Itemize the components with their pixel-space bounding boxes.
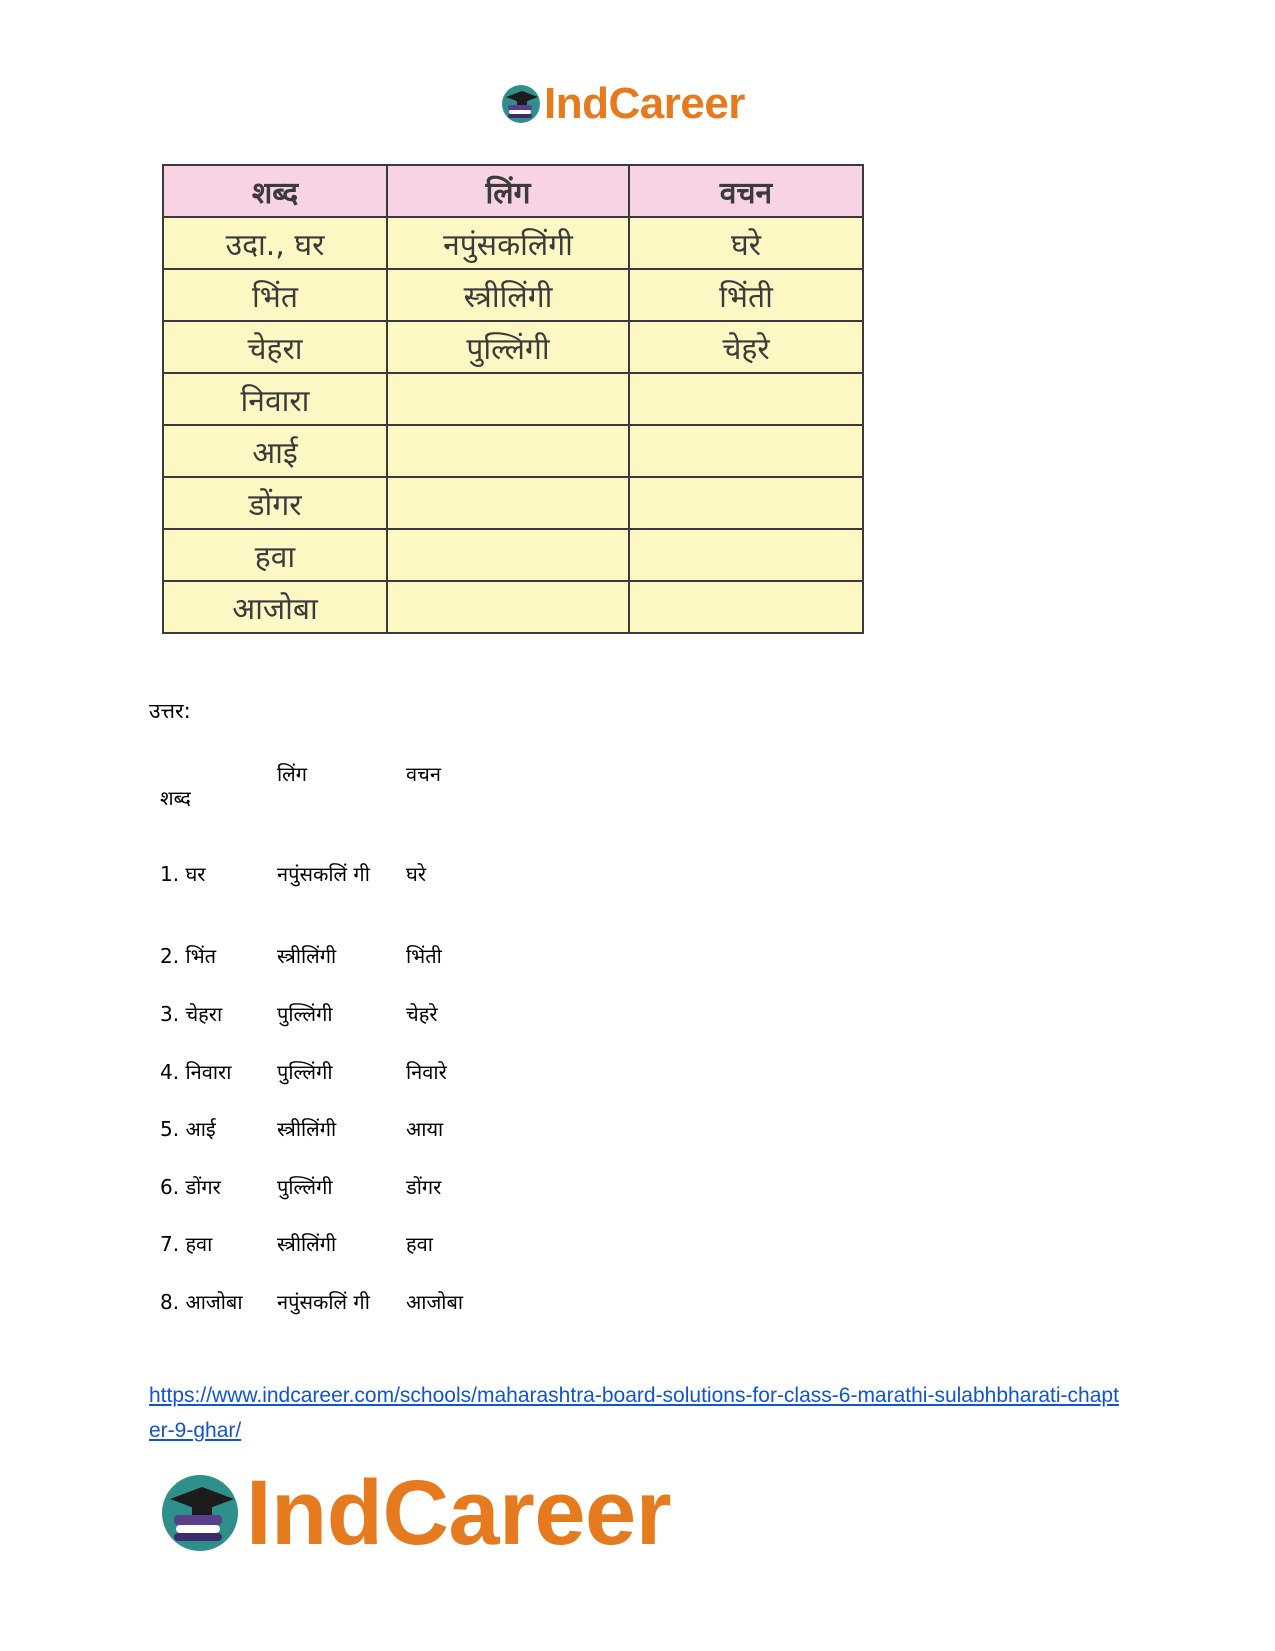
answer-row <box>160 860 560 916</box>
answer-word: 5. आई <box>160 1117 216 1141</box>
cell-word: आई <box>163 425 387 477</box>
cell-number <box>629 373 863 425</box>
answer-word: 2. भिंत <box>160 944 217 968</box>
answer-gender: नपुंसकलिं गी <box>277 862 370 886</box>
answer-header-gender: लिंग <box>277 762 307 786</box>
cell-word: उदा., घर <box>163 217 387 269</box>
source-link[interactable]: https://www.indcareer.com/schools/maharashtra-board-solutions-for-class-6-marathi-sulabhbharati-chapter-9-ghar/ <box>149 1384 1119 1442</box>
answer-gender: स्त्रीलिंगी <box>277 944 337 968</box>
cell-number: चेहरे <box>629 321 863 373</box>
answer-word: 1. घर <box>160 862 206 886</box>
cell-number: भिंती <box>629 269 863 321</box>
answer-header-word: शब्द <box>160 786 191 810</box>
answer-gender: पुल्लिंगी <box>277 1060 333 1084</box>
table-row <box>163 269 863 321</box>
indcareer-logo-top <box>500 80 745 128</box>
cell-word: डोंगर <box>163 477 387 529</box>
cell-word: आजोबा <box>163 581 387 633</box>
cell-word: भिंत <box>163 269 387 321</box>
answer-number: डोंगर <box>406 1175 442 1199</box>
cell-gender <box>387 373 629 425</box>
answer-number: चेहरे <box>406 1002 438 1026</box>
table-row <box>163 477 863 529</box>
header-word: शब्द <box>163 165 387 217</box>
answer-number: घरे <box>406 862 426 886</box>
table-row <box>163 217 863 269</box>
cell-gender <box>387 477 629 529</box>
cell-number <box>629 425 863 477</box>
table-row <box>163 529 863 581</box>
answer-gender: पुल्लिंगी <box>277 1175 333 1199</box>
table-row <box>163 581 863 633</box>
answer-word: 4. निवारा <box>160 1060 232 1084</box>
cell-word: निवारा <box>163 373 387 425</box>
graduation-cap-book-icon <box>158 1471 242 1555</box>
answer-row <box>160 1000 560 1056</box>
cell-number <box>629 477 863 529</box>
answer-label: उत्तर: <box>149 699 191 723</box>
cell-gender: पुल्लिंगी <box>387 321 629 373</box>
answer-number: भिंती <box>406 944 442 968</box>
answer-row <box>160 1058 560 1114</box>
answer-row <box>160 1230 560 1286</box>
answer-number: हवा <box>406 1232 433 1256</box>
exercise-table <box>162 164 864 634</box>
indcareer-logo-bottom <box>158 1462 671 1564</box>
answer-word: 3. चेहरा <box>160 1002 223 1026</box>
answer-row <box>160 1173 560 1229</box>
answer-row <box>160 1115 560 1171</box>
cell-number: घरे <box>629 217 863 269</box>
header-number: वचन <box>629 165 863 217</box>
cell-gender <box>387 529 629 581</box>
cell-gender: स्त्रीलिंगी <box>387 269 629 321</box>
table-row <box>163 321 863 373</box>
answer-number: निवारे <box>406 1060 447 1084</box>
brand-name: IndCareer <box>246 1462 671 1564</box>
cell-number <box>629 529 863 581</box>
cell-number <box>629 581 863 633</box>
cell-gender <box>387 581 629 633</box>
cell-gender: नपुंसकलिंगी <box>387 217 629 269</box>
answer-number: आजोबा <box>406 1290 464 1314</box>
table-header-row <box>163 165 863 217</box>
cell-word: चेहरा <box>163 321 387 373</box>
table-row <box>163 425 863 477</box>
cell-word: हवा <box>163 529 387 581</box>
table-row <box>163 373 863 425</box>
answer-gender: नपुंसकलिं गी <box>277 1290 370 1314</box>
graduation-cap-book-icon <box>500 83 542 125</box>
answer-word: 7. हवा <box>160 1232 213 1256</box>
answer-number: आया <box>406 1117 444 1141</box>
header-gender: लिंग <box>387 165 629 217</box>
answer-gender: स्त्रीलिंगी <box>277 1232 337 1256</box>
answer-row <box>160 942 560 998</box>
answer-gender: स्त्रीलिंगी <box>277 1117 337 1141</box>
cell-gender <box>387 425 629 477</box>
brand-name: IndCareer <box>544 79 745 128</box>
answer-word: 6. डोंगर <box>160 1175 221 1199</box>
answer-gender: पुल्लिंगी <box>277 1002 333 1026</box>
answer-header-number: वचन <box>406 762 441 786</box>
answer-word: 8. आजोबा <box>160 1290 243 1314</box>
answer-row <box>160 1288 560 1344</box>
